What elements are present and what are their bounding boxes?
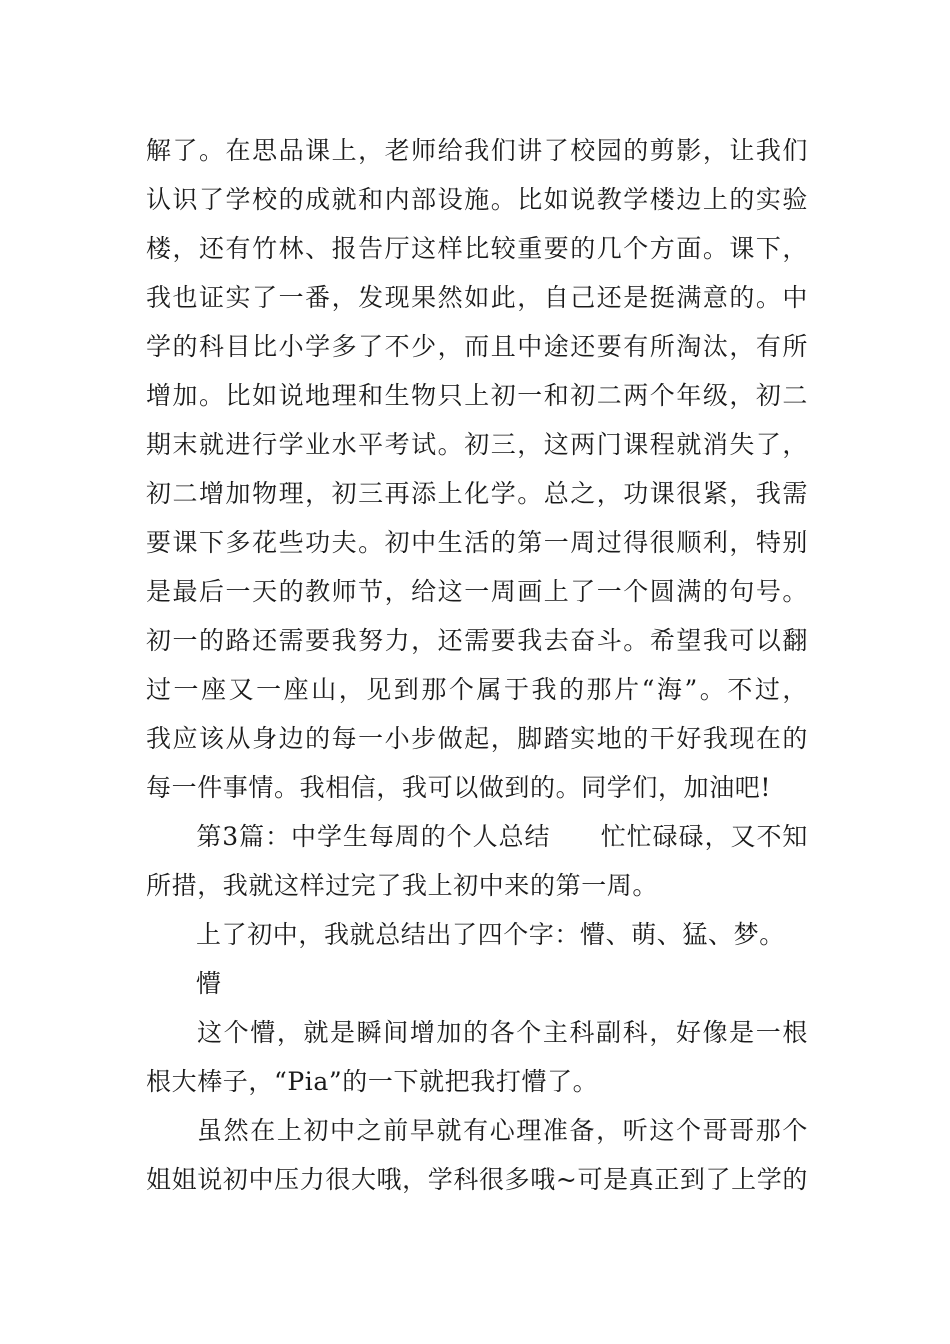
text-line: 要课下多花些功夫。初中生活的第一周过得很顺利，特别 [146, 528, 808, 557]
text-line: 根大棒子，“Pia”的一下就把我打懵了。 [146, 1067, 599, 1096]
text-line: 解了。在思品课上，老师给我们讲了校园的剪影，让我们 [146, 136, 808, 165]
text-line: 认识了学校的成就和内部设施。比如说教学楼边上的实验 [146, 185, 808, 214]
paragraph-6 [146, 1106, 808, 1204]
subheading: 懵 [196, 969, 222, 998]
paragraph-1 [146, 126, 808, 812]
text-line: 增加。比如说地理和生物只上初一和初二两个年级，初二 [146, 381, 808, 410]
heading-line [146, 812, 808, 861]
text-line: 是最后一天的教师节，给这一周画上了一个圆满的句号。 [146, 577, 808, 606]
paragraph-5 [146, 1008, 808, 1106]
text-line: 我也证实了一番，发现果然如此，自己还是挺满意的。中 [146, 283, 808, 312]
text-line: 姐姐说初中压力很大哦，学科很多哦~可是真正到了上学的 [146, 1165, 808, 1194]
text-line: 我应该从身边的每一小步做起，脚踏实地的干好我现在的 [146, 724, 808, 753]
text-line-content: 这个懵，就是瞬间增加的各个主科副科，好像是一根 [196, 1018, 808, 1047]
text-line: 初一的路还需要我努力，还需要我去奋斗。希望我可以翻 [146, 626, 808, 655]
text-line: 期末就进行学业水平考试。初三，这两门课程就消失了， [146, 430, 808, 459]
text-line: 每一件事情。我相信，我可以做到的。同学们，加油吧! [146, 773, 772, 802]
text-line-content: 上了初中，我就总结出了四个字：懵、萌、猛、梦。 [196, 920, 785, 949]
text-line: 忙忙碌碌，又不知 [600, 822, 808, 851]
paragraph-2 [146, 812, 808, 910]
document-body [146, 126, 808, 1204]
text-line: 过一座又一座山，见到那个属于我的那片“海”。不过， [146, 675, 808, 704]
text-line: 所措，我就这样过完了我上初中来的第一周。 [146, 871, 659, 900]
text-line [146, 959, 808, 1008]
text-line: 初二增加物理，初三再添上化学。总之，功课很紧，我需 [146, 479, 808, 508]
text-line [146, 1106, 808, 1155]
paragraph-4 [146, 959, 808, 1008]
paragraph-3 [146, 910, 808, 959]
section-heading: 第3篇：中学生每周的个人总结 [196, 822, 551, 851]
text-line: 学的科目比小学多了不少，而且中途还要有所淘汰，有所 [146, 332, 808, 361]
text-line: 楼，还有竹林、报告厅这样比较重要的几个方面。课下， [146, 234, 808, 263]
text-line-content: 虽然在上初中之前早就有心理准备，听这个哥哥那个 [196, 1116, 808, 1145]
text-line [146, 910, 808, 959]
text-line [146, 1008, 808, 1057]
